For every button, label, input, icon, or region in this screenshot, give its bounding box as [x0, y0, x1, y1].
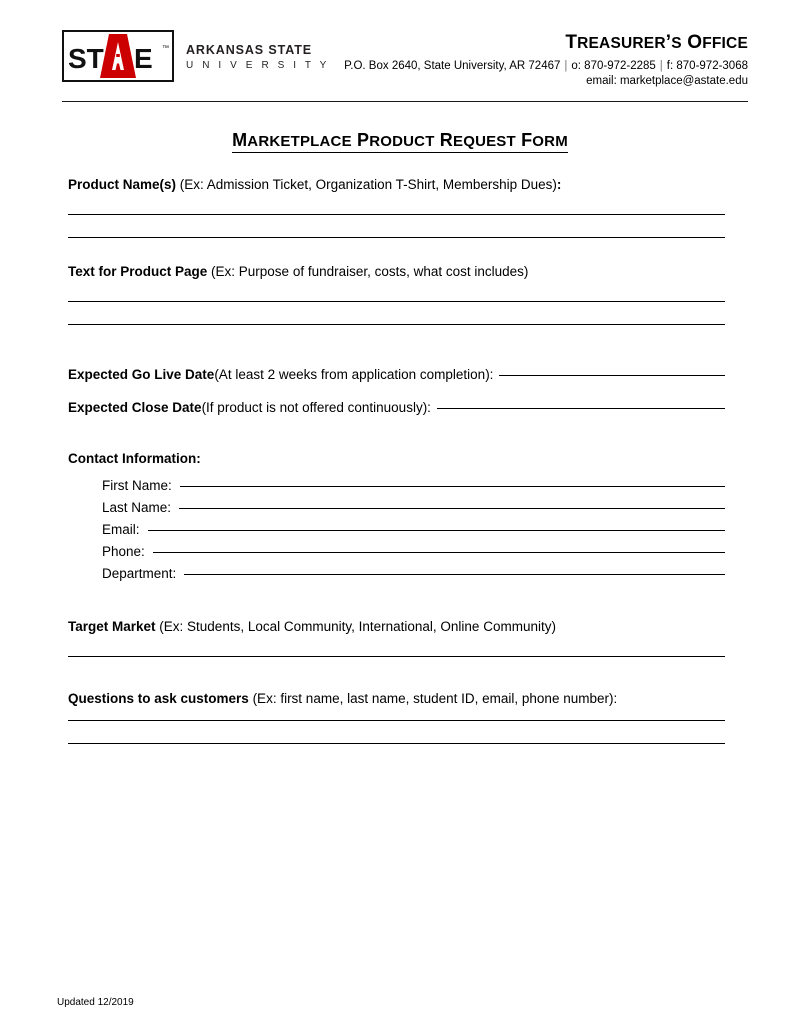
office-address: P.O. Box 2640, State University, AR 72467 [344, 60, 561, 72]
write-line[interactable] [68, 656, 725, 657]
phone-label: Phone: [102, 544, 145, 559]
divider: | [659, 60, 663, 72]
label-text: Text for Product Page [68, 264, 208, 279]
last-name-input[interactable] [179, 508, 725, 509]
contact-row-email [68, 522, 725, 537]
write-line[interactable] [68, 301, 725, 302]
label-text: Target Market [68, 619, 156, 634]
contact-row-department [68, 566, 725, 581]
field-customer-questions [68, 691, 725, 744]
go-live-input[interactable] [499, 375, 725, 376]
document-header [0, 0, 800, 87]
section-contact-information [68, 451, 725, 581]
go-live-hint: (At least 2 weeks from application completion): [214, 367, 494, 382]
department-label: Department: [102, 566, 177, 581]
office-title: TREASURER’S OFFICE [565, 32, 748, 53]
office-contact-block [344, 24, 748, 87]
customer-questions-label [68, 691, 725, 706]
product-page-input-area[interactable] [68, 301, 725, 325]
field-product-page-text [68, 264, 725, 325]
footer-updated: Updated 12/2019 [57, 997, 134, 1008]
label-hint: (Ex: Students, Local Community, International, Online Community) [155, 619, 556, 634]
university-wordmark [186, 39, 329, 72]
university-logo [62, 24, 329, 82]
label-colon: : [556, 177, 562, 192]
svg-text:™: ™ [162, 45, 169, 52]
office-phone: o: 870-972-2285 [571, 60, 656, 72]
header-divider [62, 101, 748, 102]
write-line[interactable] [68, 720, 725, 721]
email-label: Email: [102, 522, 140, 537]
phone-input[interactable] [153, 552, 725, 553]
go-live-row [68, 367, 725, 382]
contact-row-phone [68, 544, 725, 559]
label-text: Questions to ask customers [68, 691, 249, 706]
contact-info-label: Contact Information: [68, 451, 201, 466]
first-name-label: First Name: [102, 478, 172, 493]
svg-text:ST: ST [68, 43, 104, 74]
close-date-input[interactable] [437, 408, 725, 409]
field-product-page-label [68, 264, 725, 279]
contact-fields-list [68, 478, 725, 581]
close-date-label: Expected Close Date [68, 400, 202, 415]
university-sub: U N I V E R S I T Y [186, 60, 330, 72]
contact-row-first-name [68, 478, 725, 493]
office-address-line [344, 60, 748, 72]
field-close-date [68, 400, 725, 415]
close-date-hint: (If product is not offered continuously): [201, 400, 431, 415]
department-input[interactable] [184, 574, 725, 575]
write-line[interactable] [68, 743, 725, 744]
form-body [0, 177, 800, 744]
label-hint: (Ex: Purpose of fundraiser, costs, what cost includes) [207, 264, 529, 279]
write-line[interactable] [68, 214, 725, 215]
write-line[interactable] [68, 237, 725, 238]
go-live-label: Expected Go Live Date [68, 367, 215, 382]
email-input[interactable] [148, 530, 725, 531]
close-date-row [68, 400, 725, 415]
office-fax: f: 870-972-3068 [666, 60, 748, 72]
field-target-market [68, 619, 725, 657]
customer-questions-input-area[interactable] [68, 720, 725, 744]
product-name-input-area[interactable] [68, 214, 725, 238]
label-hint: (Ex: first name, last name, student ID, email, phone number): [248, 691, 618, 706]
office-email: email: marketplace@astate.edu [586, 75, 748, 87]
target-market-input-area[interactable] [68, 656, 725, 657]
target-market-label [68, 619, 725, 634]
write-line[interactable] [68, 324, 725, 325]
field-go-live-date [68, 367, 725, 382]
field-product-name [68, 177, 725, 238]
label-hint: (Ex: Admission Ticket, Organization T-Shirt, Membership Dues) [176, 177, 557, 192]
label-text: Product Name(s) [68, 177, 177, 192]
page-title: MARKETPLACE PRODUCT REQUEST FORM [0, 130, 800, 151]
divider: | [564, 60, 568, 72]
field-product-name-label [68, 177, 725, 192]
first-name-input[interactable] [180, 486, 725, 487]
svg-text:E: E [134, 43, 153, 74]
last-name-label: Last Name: [102, 500, 172, 515]
contact-row-last-name [68, 500, 725, 515]
university-name: ARKANSAS STATE [186, 43, 313, 58]
astate-logo-icon [62, 30, 174, 82]
